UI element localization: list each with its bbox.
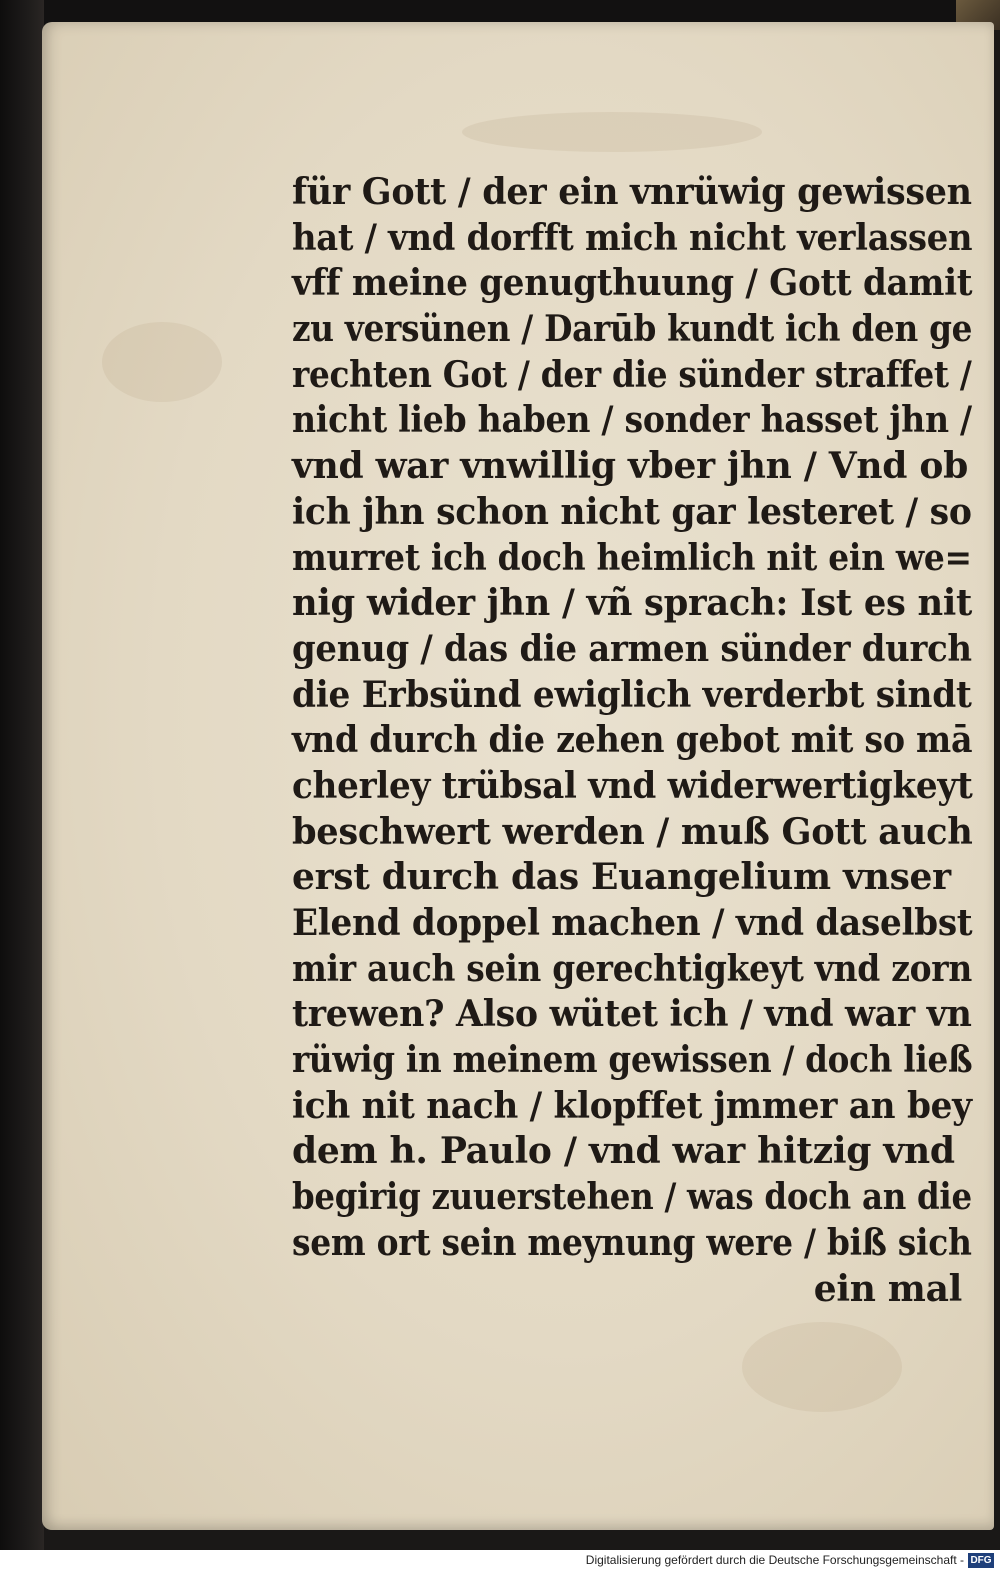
book-spine-edge [0, 0, 44, 1573]
text-line: nicht lieb haben / sonder hasset jhn / [292, 399, 972, 442]
paper-stain [462, 112, 762, 152]
text-line: trewen? Also wütet ich / vnd war vn [292, 993, 972, 1036]
text-line: mir auch sein gerechtigkeyt vnd zorn [292, 947, 972, 990]
text-line: murret ich doch heimlich nit ein we= [292, 536, 972, 579]
text-line: für Gott / der ein vnrüwig gewissen [292, 171, 972, 213]
text-line: cherley trübsal vnd widerwertigkeyt [292, 764, 973, 807]
paper-stain [102, 322, 222, 402]
text-line: zu versünen / Darūb kundt ich den ge [292, 308, 973, 351]
text-line: beschwert werden / muß Gott auch [292, 810, 973, 853]
text-line: rechten Got / der die sünder straffet / [292, 353, 972, 396]
text-line: hat / vnd dorfft mich nicht verlassen [292, 216, 973, 259]
text-line: Elend doppel machen / vnd daselbst [292, 902, 973, 944]
dfg-logo: DFG [968, 1553, 994, 1568]
catchword: ein mal [813, 1267, 962, 1310]
text-line: ich nit nach / klopffet jmmer an bey [292, 1084, 972, 1127]
book-page [42, 22, 994, 1530]
paper-stain [742, 1322, 902, 1412]
text-line: die Erbsünd ewiglich verderbt sindt [292, 673, 972, 716]
page-text [292, 170, 972, 1312]
text-line: nig wider jhn / vñ sprach: Ist es nit [292, 582, 973, 625]
text-line: sem ort sein meynung were / biß sich [292, 1221, 972, 1264]
text-line: vnd war vnwillig vber jhn / Vnd ob [292, 445, 968, 488]
text-line: ich jhn schon nicht gar lesteret / so [292, 490, 972, 533]
text-line: dem h. Paulo / vnd war hitzig vnd [292, 1130, 955, 1173]
text-line: vnd durch die zehen gebot mit so mā [292, 719, 973, 762]
text-line: begirig zuuerstehen / was doch an die [292, 1176, 972, 1219]
text-line: erst durch das Euangelium vnser [292, 856, 951, 899]
digitization-credit: Digitalisierung gefördert durch die Deutsche Forschungsgemeinschaft - [585, 1553, 964, 1567]
text-line: rüwig in meinem gewissen / doch ließ [292, 1039, 973, 1082]
text-line: genug / das die armen sünder durch [292, 627, 972, 670]
text-line: vff meine genugthuung / Gott damit [292, 262, 973, 305]
